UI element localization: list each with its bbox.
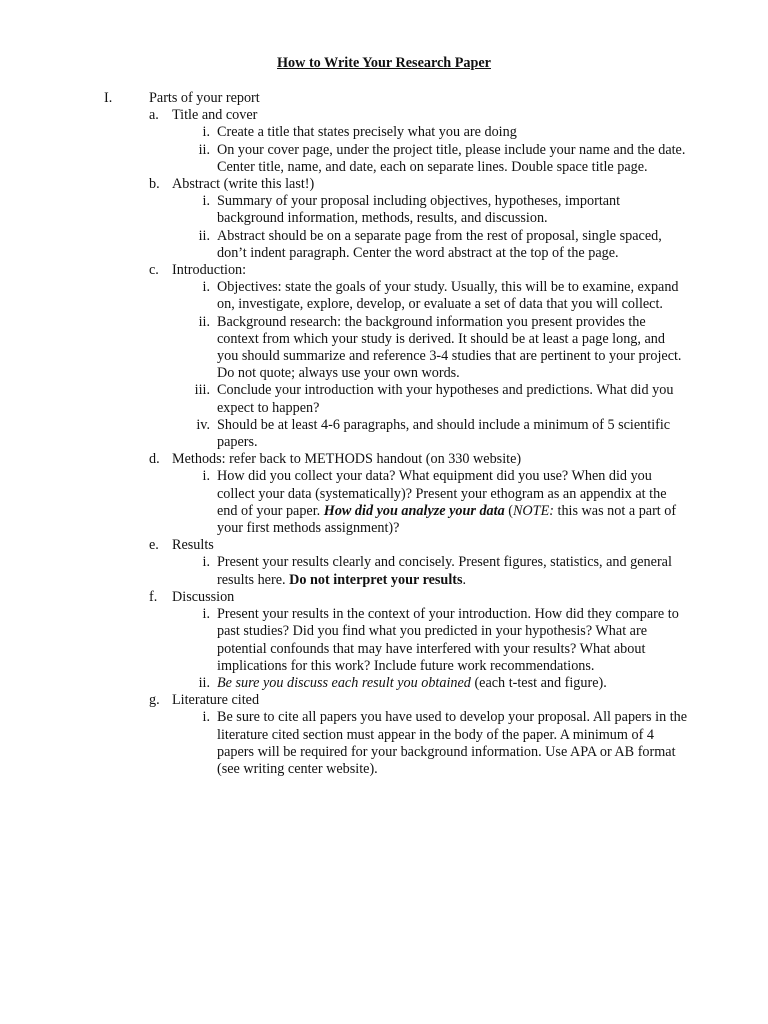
- emphasis-text: Do not interpret your results: [289, 571, 463, 588]
- text-run: (each t-test and figure).: [470, 674, 607, 691]
- list-item-marker: i.: [202, 606, 210, 623]
- list-item-text: [217, 279, 689, 313]
- section-marker: f.: [149, 588, 158, 605]
- list-item-marker: i.: [202, 468, 210, 485]
- list-item: [0, 554, 768, 588]
- section-heading: Methods: refer back to METHODS handout (on 330 website): [172, 451, 522, 468]
- text-run: Present your results clearly and concisely. Present figures, statistics, and general results here.: [217, 554, 672, 588]
- list-item: [0, 124, 768, 141]
- section-row: [0, 451, 768, 468]
- list-item-text: [217, 675, 689, 692]
- section-row: [0, 692, 768, 709]
- list-item: [0, 468, 768, 537]
- list-item-marker: ii.: [198, 674, 210, 691]
- section-heading: Results: [172, 537, 214, 554]
- list-item-marker: ii.: [198, 141, 210, 158]
- list-item-text: [217, 314, 689, 383]
- section-heading: Abstract (write this last!): [172, 176, 315, 193]
- emphasis-text: How did you analyze your data: [323, 502, 505, 519]
- section-marker: c.: [149, 262, 159, 279]
- section-marker: e.: [149, 537, 159, 554]
- text-run: How did you collect your data? What equipment did you use? When did you collect your data (systematically)? Present your ethogram as an appendix at the end of your paper.: [217, 468, 667, 519]
- list-item-text: [217, 193, 689, 227]
- text-run: Create a title that states precisely what you are doing: [217, 124, 517, 141]
- section-heading: Title and cover: [172, 107, 258, 124]
- list-item-marker: ii.: [198, 313, 210, 330]
- section-marker: d.: [149, 451, 160, 468]
- list-item: [0, 279, 768, 313]
- list-item-text: [217, 417, 689, 451]
- outline-heading: Parts of your report: [149, 90, 260, 106]
- outline-marker: I.: [104, 90, 113, 106]
- list-item-text: [217, 228, 689, 262]
- text-run: Background research: the background information you present provides the context from which your study is derived. It should be at least a page long, and you should summarize and reference 3-4 studies that are pertinent to your project. Do not quote; always use your own words.: [217, 313, 682, 382]
- list-item: [0, 606, 768, 675]
- list-item-marker: i.: [202, 554, 210, 571]
- section-heading: Introduction:: [172, 262, 247, 279]
- list-item-text: [217, 709, 689, 778]
- list-item-marker: i.: [202, 193, 210, 210]
- text-run: (: [504, 502, 513, 519]
- list-item-text: [217, 382, 689, 416]
- list-item: [0, 417, 768, 451]
- text-run: .: [462, 571, 467, 588]
- text-run: Conclude your introduction with your hypotheses and predictions. What did you expect to happen?: [217, 382, 674, 416]
- list-item-text: [217, 124, 689, 141]
- section-marker: g.: [149, 692, 160, 709]
- text-run: On your cover page, under the project title, please include your name and the date. Center title, name, and date, each on separate lines. Double space title page.: [217, 141, 686, 175]
- list-item-text: [217, 606, 689, 675]
- list-item-text: [217, 142, 689, 176]
- section-heading: Discussion: [172, 588, 235, 605]
- section-row: [0, 107, 768, 124]
- list-item: [0, 193, 768, 227]
- list-item: [0, 675, 768, 692]
- emphasis-text: NOTE:: [512, 502, 554, 519]
- list-item: [0, 709, 768, 778]
- list-item-text: [217, 468, 689, 537]
- outline-heading-row: [0, 90, 768, 107]
- section-row: [0, 176, 768, 193]
- section-marker: b.: [149, 176, 160, 193]
- list-item: [0, 382, 768, 416]
- list-item-text: [217, 554, 689, 588]
- section-row: [0, 589, 768, 606]
- emphasis-text: Be sure you discuss each result you obtained: [217, 674, 471, 691]
- section-marker: a.: [149, 107, 159, 124]
- text-run: Summary of your proposal including objectives, hypotheses, important background information, methods, results, and discussion.: [217, 193, 621, 227]
- section-row: [0, 262, 768, 279]
- section-row: [0, 537, 768, 554]
- text-run: Present your results in the context of your introduction. How did they compare to past studies? Did you find what you predicted in your hypothesis? What are potential confounds that may have interfered with your results? What about implications for this work? Include future work recommendations.: [217, 606, 679, 674]
- section-list: [0, 107, 768, 778]
- page-title: How to Write Your Research Paper: [277, 55, 491, 71]
- outline: [0, 90, 768, 778]
- text-run: Should be at least 4-6 paragraphs, and should include a minimum of 5 scientific papers.: [217, 416, 671, 451]
- list-item-marker: i.: [202, 279, 210, 296]
- list-item-marker: i.: [202, 709, 210, 726]
- list-item: [0, 314, 768, 383]
- text-run: Abstract should be on a separate page from the rest of proposal, single spaced, don’t indent paragraph. Center the word abstract at the top of the page.: [217, 227, 662, 261]
- text-run: Be sure to cite all papers you have used to develop your proposal. All papers in the literature cited section must appear in the body of the paper. A minimum of 4 papers will be required for your background information. Use APA or AB format (see writing center website).: [217, 709, 688, 777]
- list-item-marker: iii.: [194, 382, 210, 399]
- text-run: Objectives: state the goals of your study. Usually, this will be to examine, expand on, investigate, explore, develop, or evaluate a set of data that you will collect.: [217, 279, 679, 313]
- list-item: [0, 228, 768, 262]
- list-item: [0, 142, 768, 176]
- list-item-marker: iv.: [196, 416, 210, 433]
- section-heading: Literature cited: [172, 692, 260, 709]
- list-item-marker: ii.: [198, 227, 210, 244]
- list-item-marker: i.: [202, 124, 210, 141]
- text-run: this was not a part of your first methods assignment)?: [217, 502, 677, 537]
